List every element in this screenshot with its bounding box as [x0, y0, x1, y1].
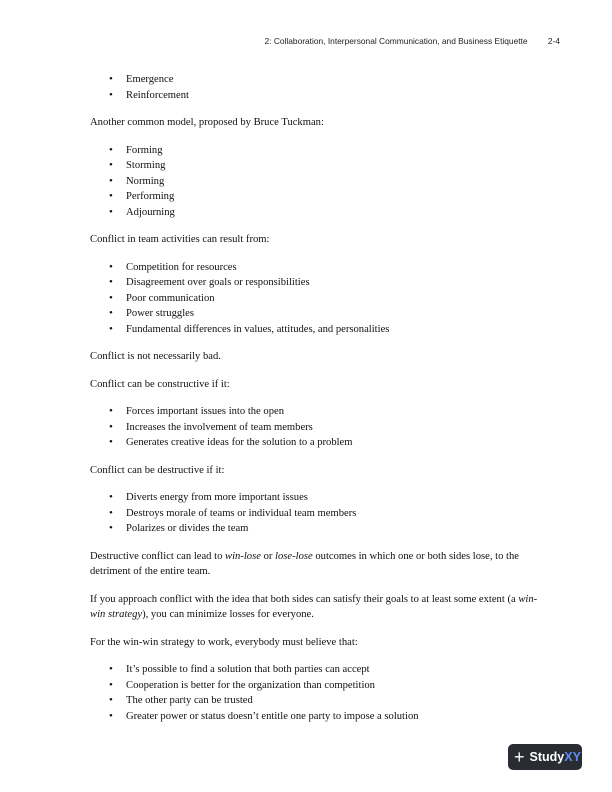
list-item: • Performing	[126, 189, 550, 205]
list-item: • Forming	[126, 143, 550, 159]
page-content	[90, 62, 550, 736]
list-item: • Competition for resources	[126, 260, 550, 276]
list-item: • Reinforcement	[126, 88, 550, 104]
list-item: • Diverts energy from more important issues	[126, 490, 550, 506]
list-item: • Poor communication	[126, 291, 550, 307]
list-item: • Disagreement over goals or responsibilities	[126, 275, 550, 291]
term-win-lose: win-lose	[225, 550, 261, 562]
bullet-list-conflict-causes	[90, 260, 550, 338]
paragraph-not-bad: Conflict is not necessarily bad.	[90, 351, 221, 362]
list-item: • The other party can be trusted	[126, 693, 550, 709]
list-item: • Storming	[126, 158, 550, 174]
bullet-list-stages-continued	[90, 72, 550, 103]
list-item: • Greater power or status doesn’t entitle one party to impose a solution	[126, 709, 550, 725]
term-lose-lose: lose-lose	[275, 550, 313, 562]
bullet-list-tuckman	[90, 143, 550, 221]
list-item: • Fundamental differences in values, attitudes, and personalities	[126, 322, 550, 338]
list-item: • Increases the involvement of team members	[126, 420, 550, 436]
logo-word-study: Study	[529, 750, 565, 764]
chapter-title: 2: Collaboration, Interpersonal Communication, and Business Etiquette	[264, 36, 528, 46]
list-item: • Generates creative ideas for the solution to a problem	[126, 435, 550, 451]
bullet-list-destructive	[90, 490, 550, 537]
list-item: • Polarizes or divides the team	[126, 521, 550, 537]
paragraph-tuckman: Another common model, proposed by Bruce Tuckman:	[90, 117, 324, 128]
paragraph-win-win: If you approach conflict with the idea that both sides can satisfy their goals to at least some extent (a win-win strategy), you can minimize losses for everyone.	[90, 593, 538, 620]
page-number: 2-4	[547, 36, 560, 46]
paragraph-believe: For the win-win strategy to work, everybody must believe that:	[90, 636, 358, 648]
list-item: • Cooperation is better for the organization than competition	[126, 678, 550, 694]
list-item: • Emergence	[126, 72, 550, 88]
term-win-win-strategy: win-win strategy	[90, 593, 538, 620]
logo-word-xy: XY	[564, 750, 581, 764]
list-item: • Norming	[126, 174, 550, 190]
list-item: • Destroys morale of teams or individual team members	[126, 506, 550, 522]
page-header	[0, 36, 560, 46]
studyxy-logo-badge[interactable]	[508, 744, 582, 770]
bullet-list-constructive	[90, 404, 550, 451]
list-item: • It’s possible to find a solution that both parties can accept	[126, 662, 550, 678]
list-item: • Forces important issues into the open	[126, 404, 550, 420]
bullet-list-believe	[90, 662, 550, 724]
plus-icon: +	[514, 747, 525, 767]
paragraph-destructive: Conflict can be destructive if it:	[90, 464, 225, 476]
paragraph-conflict-result: Conflict in team activities can result from:	[90, 234, 270, 245]
paragraph-win-lose: Destructive conflict can lead to win-lose or lose-lose outcomes in which one or both sides lose, to the detriment of the entire team.	[90, 550, 519, 577]
paragraph-constructive: Conflict can be constructive if it:	[90, 378, 230, 390]
list-item: • Adjourning	[126, 205, 550, 221]
list-item: • Power struggles	[126, 306, 550, 322]
